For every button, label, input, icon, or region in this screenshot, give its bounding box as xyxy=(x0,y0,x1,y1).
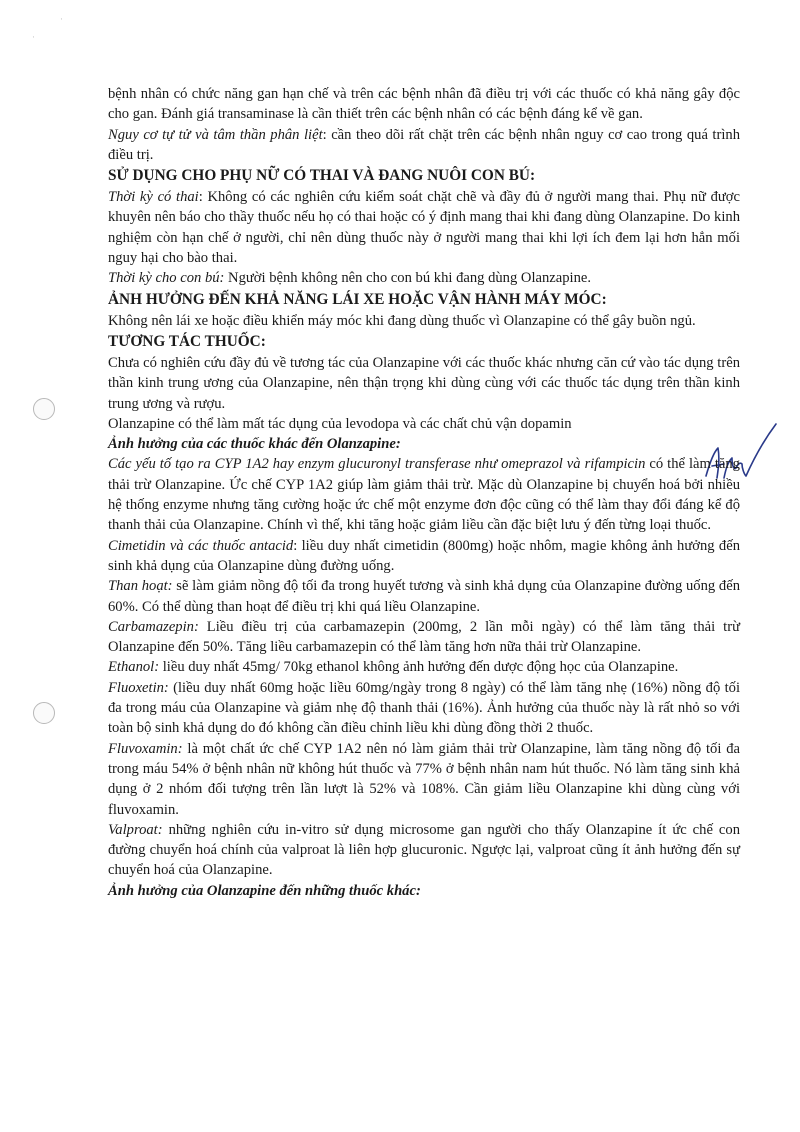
subsection-heading xyxy=(108,434,740,454)
paragraph xyxy=(108,187,740,268)
paragraph-text: sẽ làm giảm nồng độ tối đa trong huyết tương và sinh khả dụng của Olanzapine đường uống đến 60%. Có thể dùng than hoạt để điều trị khi quá liều Olanzapine. xyxy=(108,578,740,615)
paragraph xyxy=(108,657,740,677)
term-label: Nguy cơ tự tử và tâm thần phân liệt xyxy=(108,126,323,143)
scan-mark: · xyxy=(60,14,63,24)
paragraph xyxy=(108,353,740,414)
punch-hole xyxy=(33,702,55,724)
paragraph xyxy=(108,84,740,125)
paragraph-text: Ảnh hưởng của các thuốc khác đến Olanzapine: xyxy=(108,436,401,453)
term-label: Carbamazepin: xyxy=(108,618,199,635)
paragraph-text: có thể làm tăng thải trừ Olanzapine. Ức chế CYP 1A2 giúp làm giảm thải trừ. Mặc dù Olanzapine bị chuyển hoá bởi nhiều hệ thống enzyme nhưng tăng cường hoặc ức chế một enzyme đơn độc cũng có thể làm thay đổi đáng kể độ thanh thải của Olanzapine. Chính vì thế, khi tăng hoặc giảm liều cần đặc biệt lưu ý đến từng loại thuốc. xyxy=(108,456,740,534)
paragraph xyxy=(108,617,740,658)
paragraph-text: bệnh nhân có chức năng gan hạn chế và trên các bệnh nhân đã điều trị với các thuốc có khả năng gây độc cho gan. Đánh giá transaminase là cần thiết trên các bệnh nhân có các bệnh đáng kể về gan. xyxy=(108,86,740,123)
paragraph-text: Liều điều trị của carbamazepin (200mg, 2 lần mỗi ngày) có thể làm tăng thải trừ Olanzapine đến 50%. Tăng liều carbamazepin có thể làm tăng hơn nữa thải trừ Olanzapine. xyxy=(108,618,740,656)
section-heading xyxy=(108,165,740,187)
scan-mark: · xyxy=(32,32,35,42)
paragraph xyxy=(108,454,740,535)
term-label: Các yếu tố tạo ra CYP 1A2 hay enzym glucuronyl transferase như omeprazol và rifampicin xyxy=(108,456,646,473)
term-label: Fluvoxamin: xyxy=(108,740,183,757)
term-label: Ethanol: xyxy=(108,659,160,676)
section-heading xyxy=(108,289,740,311)
paragraph xyxy=(108,536,740,577)
term-label: Than hoạt: xyxy=(108,578,173,595)
term-label: Thời kỳ cho con bú: xyxy=(108,270,225,287)
paragraph xyxy=(108,576,740,617)
section-heading xyxy=(108,331,740,353)
paragraph xyxy=(108,678,740,739)
paragraph-text: : liều duy nhất cimetidin (800mg) hoặc nhôm, magie không ảnh hưởng đến sinh khả dụng của Olanzapine dùng đường uống. xyxy=(108,537,740,574)
paragraph-text: Chưa có nghiên cứu đầy đủ về tương tác của Olanzapine với các thuốc khác nhưng căn cứ vào tác dụng trên thần kinh trung ương của Olanzapine, nên thận trọng khi dùng cùng với các thuốc tác dụng trên thần kinh trung ương và rượu. xyxy=(108,354,740,412)
paragraph xyxy=(108,414,740,434)
paragraph xyxy=(108,125,740,166)
paragraph-text: Olanzapine có thể làm mất tác dụng của levodopa và các chất chủ vận dopamin xyxy=(108,415,572,432)
paragraph-text: là một chất ức chế CYP 1A2 nên nó làm giảm thải trừ Olanzapine, làm tăng nồng độ tối đa trong máu 54% ở bệnh nhân nữ không hút thuốc và 77% ở bệnh nhân nam hút thuốc. Nó làm tăng sinh khả dụng ở 2 nhóm đối tượng trên lần lượt là 52% và 108%. Cần giảm liều Olanzapine khi dùng cùng với fluvoxamin. xyxy=(108,740,740,818)
paragraph-text: SỬ DỤNG CHO PHỤ NỮ CÓ THAI VÀ ĐANG NUÔI CON BÚ: xyxy=(108,167,536,185)
subsection-heading xyxy=(108,881,740,901)
paragraph-text: TƯƠNG TÁC THUỐC: xyxy=(108,332,266,350)
paragraph-text: liều duy nhất 45mg/ 70kg ethanol không ảnh hưởng đến dược động học của Olanzapine. xyxy=(159,659,679,676)
document-body xyxy=(108,84,740,901)
term-label: Valproat: xyxy=(108,821,163,838)
paragraph-text: Không nên lái xe hoặc điều khiển máy móc khi đang dùng thuốc vì Olanzapine có thể gây buồn ngủ. xyxy=(108,312,696,329)
paragraph-text: ẢNH HƯỞNG ĐẾN KHẢ NĂNG LÁI XE HOẶC VẬN HÀNH MÁY MÓC: xyxy=(108,290,607,308)
paragraph-text: Ảnh hưởng của Olanzapine đến những thuốc khác: xyxy=(108,882,421,899)
paragraph-text: : Không có các nghiên cứu kiểm soát chặt chẽ và đầy đủ ở người mang thai. Phụ nữ được khuyên nên báo cho thầy thuốc nếu họ có thai hoặc có ý định mang thai khi đang dùng Olanzapine. Do kinh nghiệm còn hạn chế ở người, chỉ nên dùng thuốc này ở người mang thai khi lợi ích đem lại hơn hẳn mối nguy hại cho bào thai. xyxy=(108,189,740,267)
paragraph xyxy=(108,820,740,881)
paragraph xyxy=(108,268,740,288)
paragraph xyxy=(108,739,740,820)
term-label: Cimetidin và các thuốc antacid xyxy=(108,537,294,554)
paragraph-text: : cần theo dõi rất chặt trên các bệnh nhân nguy cơ cao trong quá trình điều trị. xyxy=(108,126,740,163)
term-label: Fluoxetin: xyxy=(108,679,169,696)
paragraph xyxy=(108,311,740,331)
punch-hole xyxy=(33,398,55,420)
paragraph-text: (liều duy nhất 60mg hoặc liều 60mg/ngày trong 8 ngày) có thể làm tăng nhẹ (16%) nồng độ tối đa trong máu của Olanzapine và giảm nhẹ độ thanh thải (16%). Ảnh hưởng của thuốc này là rất nhỏ so với toàn bộ sinh khả dụng do đó không cần điều chỉnh liều khi dùng đồng thời 2 thuốc. xyxy=(108,679,740,737)
paragraph-text: Người bệnh không nên cho con bú khi đang dùng Olanzapine. xyxy=(224,270,592,287)
term-label: Thời kỳ có thai xyxy=(108,189,199,206)
paragraph-text: những nghiên cứu in-vitro sử dụng microsome gan người cho thấy Olanzapine ít ức chế con đường chuyển hoá chính của valproat là liên hợp glucuronic. Ngược lại, valproat cũng ít ảnh hưởng đến sự chuyển hoá của Olanzapine. xyxy=(108,821,740,879)
